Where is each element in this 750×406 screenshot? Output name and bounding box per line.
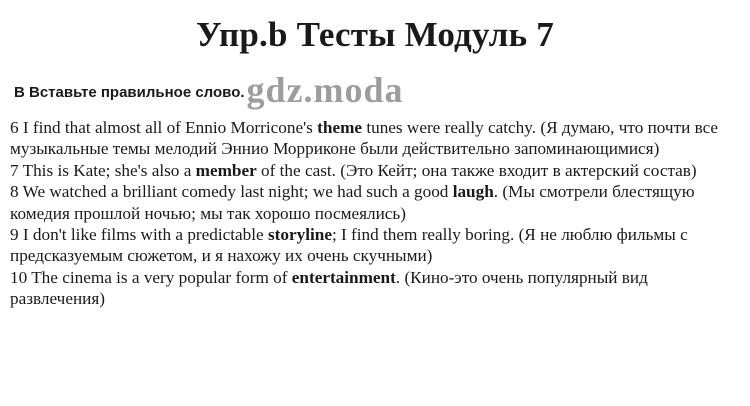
exercise-item-8 <box>10 181 745 224</box>
item-number: 8 <box>10 182 19 202</box>
item-number: 7 <box>10 160 19 180</box>
item-answer: laugh <box>452 182 494 202</box>
item-text-before: I don't like films with a predictable <box>22 225 268 245</box>
item-answer: storyline <box>267 225 332 245</box>
item-number: 10 <box>10 267 28 287</box>
page-title: Упр.b Тесты Модуль 7 <box>196 15 554 54</box>
item-answer: member <box>195 160 257 180</box>
exercise-item-7 <box>10 160 745 181</box>
item-text-after: ; I find them really boring. (Я не люблю фильмы с предсказуемым сюжетом, и я нахожу их очень скучными) <box>10 225 688 266</box>
item-number: 9 <box>10 225 19 245</box>
exercise-item-10 <box>10 267 745 310</box>
exercise-item-9 <box>10 224 745 267</box>
watermark-logo: gdz.moda <box>246 70 404 110</box>
exercise-list <box>10 117 745 310</box>
item-text-after: . (Мы смотрели блестящую комедия прошлой ночью; мы так хорошо посмеялись) <box>10 182 695 223</box>
item-text-after: tunes were really catchy. (Я думаю, что почти все музыкальные темы мелодий Эннио Морриконе были действительно запоминающимися) <box>10 118 719 159</box>
item-text-after: of the cast. (Это Кейт; она также входит в актерский состав) <box>256 160 697 180</box>
exercise-item-6 <box>10 117 745 160</box>
item-text-before: The cinema is a very popular form of <box>31 267 292 287</box>
item-answer: theme <box>317 118 363 137</box>
item-text-before: We watched a brilliant comedy last night; we had such a good <box>22 182 453 202</box>
item-text-before: I find that almost all of Ennio Morricone's <box>22 118 318 137</box>
item-answer: entertainment <box>291 267 396 287</box>
item-text-after: . (Кино-это очень популярный вид развлечения) <box>10 267 648 309</box>
instruction-text: B Вставьте правильное слово. <box>14 84 245 101</box>
item-number: 6 <box>10 118 19 137</box>
item-text-before: This is Kate; she's also a <box>22 160 196 180</box>
instruction-row <box>14 70 404 110</box>
